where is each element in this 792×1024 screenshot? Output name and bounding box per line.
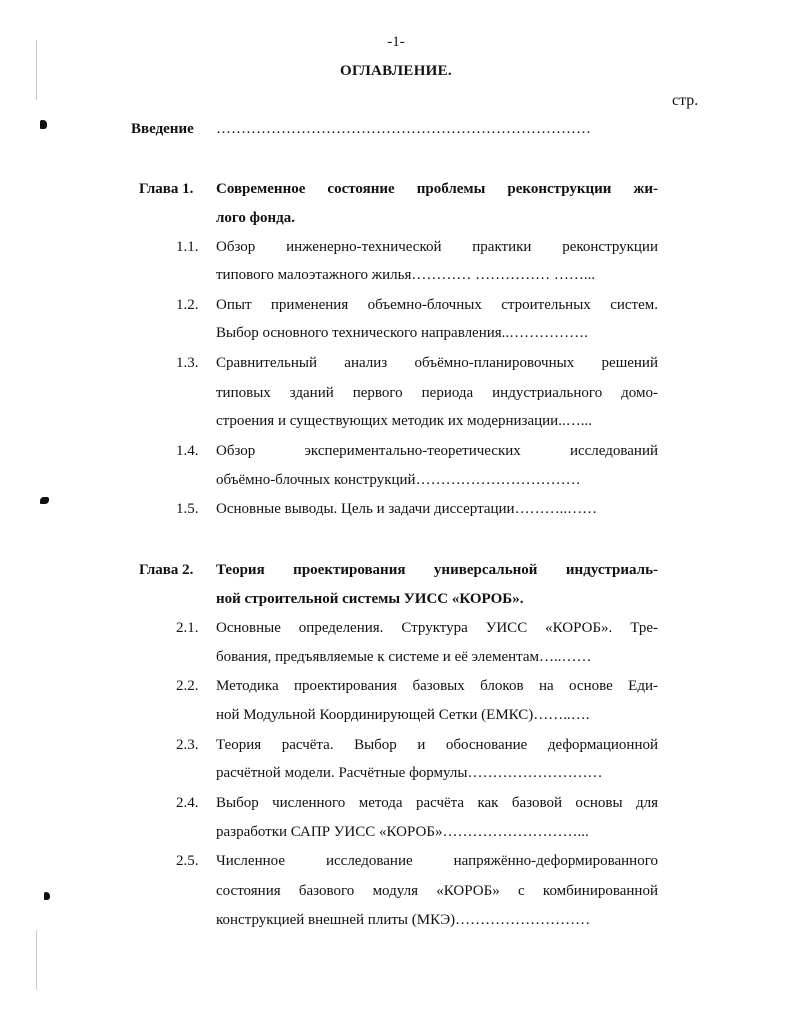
section-1-4-line-2: объёмно-блочных конструкций…………………………… <box>216 472 581 488</box>
scan-mark-middle <box>40 497 49 504</box>
section-2-1-line-1: Основные определения. Структура УИСС «КОРОБ». Тре- <box>216 620 658 636</box>
section-2-5-line-1: Численное исследование напряжённо-деформированного <box>216 853 658 869</box>
section-1-3-line-2: типовых зданий первого периода индустриального домо- <box>216 385 658 401</box>
section-1-3-line-3: строения и существующих методик их модернизации..…... <box>216 413 592 429</box>
section-1-2-line-2: Выбор основного технического направления..……………. <box>216 325 588 341</box>
section-2-1-number: 2.1. <box>176 620 199 636</box>
section-2-3-number: 2.3. <box>176 737 199 753</box>
scan-mark-bottom <box>44 892 50 900</box>
section-1-1-number: 1.1. <box>176 239 199 255</box>
section-2-4-line-1: Выбор численного метода расчёта как базовой основы для <box>216 795 658 811</box>
section-2-5-line-3: конструкцией внешней плиты (МКЭ)……………………… <box>216 912 591 928</box>
section-2-2-line-2: ной Модульной Координирующей Сетки (ЕМКС)……..…. <box>216 707 590 723</box>
section-1-4-line-1: Обзор экспериментально-теоретических исследований <box>216 443 658 459</box>
section-1-4-number: 1.4. <box>176 443 199 459</box>
section-1-3-line-1: Сравнительный анализ объёмно-планировочных решений <box>216 355 658 371</box>
chapter-2-label: Глава 2. <box>139 562 194 578</box>
section-2-2-line-1: Методика проектирования базовых блоков на основе Еди- <box>216 678 658 694</box>
section-2-4-line-2: разработки САПР УИСС «КОРОБ»………………………... <box>216 824 589 840</box>
intro-label: Введение <box>131 121 194 137</box>
page-number: -1- <box>387 34 405 50</box>
section-1-5-number: 1.5. <box>176 501 199 517</box>
chapter-2-title-line-1: Теория проектирования универсальной индустриаль- <box>216 562 658 578</box>
chapter-1-title-line-1: Современное состояние проблемы реконструкции жи- <box>216 181 658 197</box>
section-1-2-number: 1.2. <box>176 297 199 313</box>
chapter-1-title-line-2: лого фонда. <box>216 210 295 226</box>
section-1-2-line-1: Опыт применения объемно-блочных строительных систем. <box>216 297 658 313</box>
intro-leader-dots: ………………………………………………………………… <box>216 121 591 137</box>
section-2-4-number: 2.4. <box>176 795 199 811</box>
section-1-5-line-1: Основные выводы. Цель и задачи диссертации………..…… <box>216 501 598 517</box>
scan-edge-speck <box>36 40 37 100</box>
section-2-2-number: 2.2. <box>176 678 199 694</box>
section-1-3-number: 1.3. <box>176 355 199 371</box>
section-1-1-line-2: типового малоэтажного жилья………… …………… ……... <box>216 267 596 283</box>
chapter-1-label: Глава 1. <box>139 181 194 197</box>
page-column-header: стр. <box>672 92 699 109</box>
section-2-3-line-1: Теория расчёта. Выбор и обоснование деформационной <box>216 737 658 753</box>
page-title: ОГЛАВЛЕНИЕ. <box>340 63 452 79</box>
scan-mark-top <box>40 120 47 129</box>
section-2-5-line-2: состояния базового модуля «КОРОБ» с комбинированной <box>216 883 658 899</box>
section-1-1-line-1: Обзор инженерно-технической практики реконструкции <box>216 239 658 255</box>
section-2-3-line-2: расчётной модели. Расчётные формулы……………………… <box>216 765 603 781</box>
scan-edge-speck <box>36 930 37 990</box>
section-2-1-line-2: бования, предъявляемые к системе и её элементам…..…… <box>216 649 592 665</box>
section-2-5-number: 2.5. <box>176 853 199 869</box>
chapter-2-title-line-2: ной строительной системы УИСС «КОРОБ». <box>216 591 524 607</box>
